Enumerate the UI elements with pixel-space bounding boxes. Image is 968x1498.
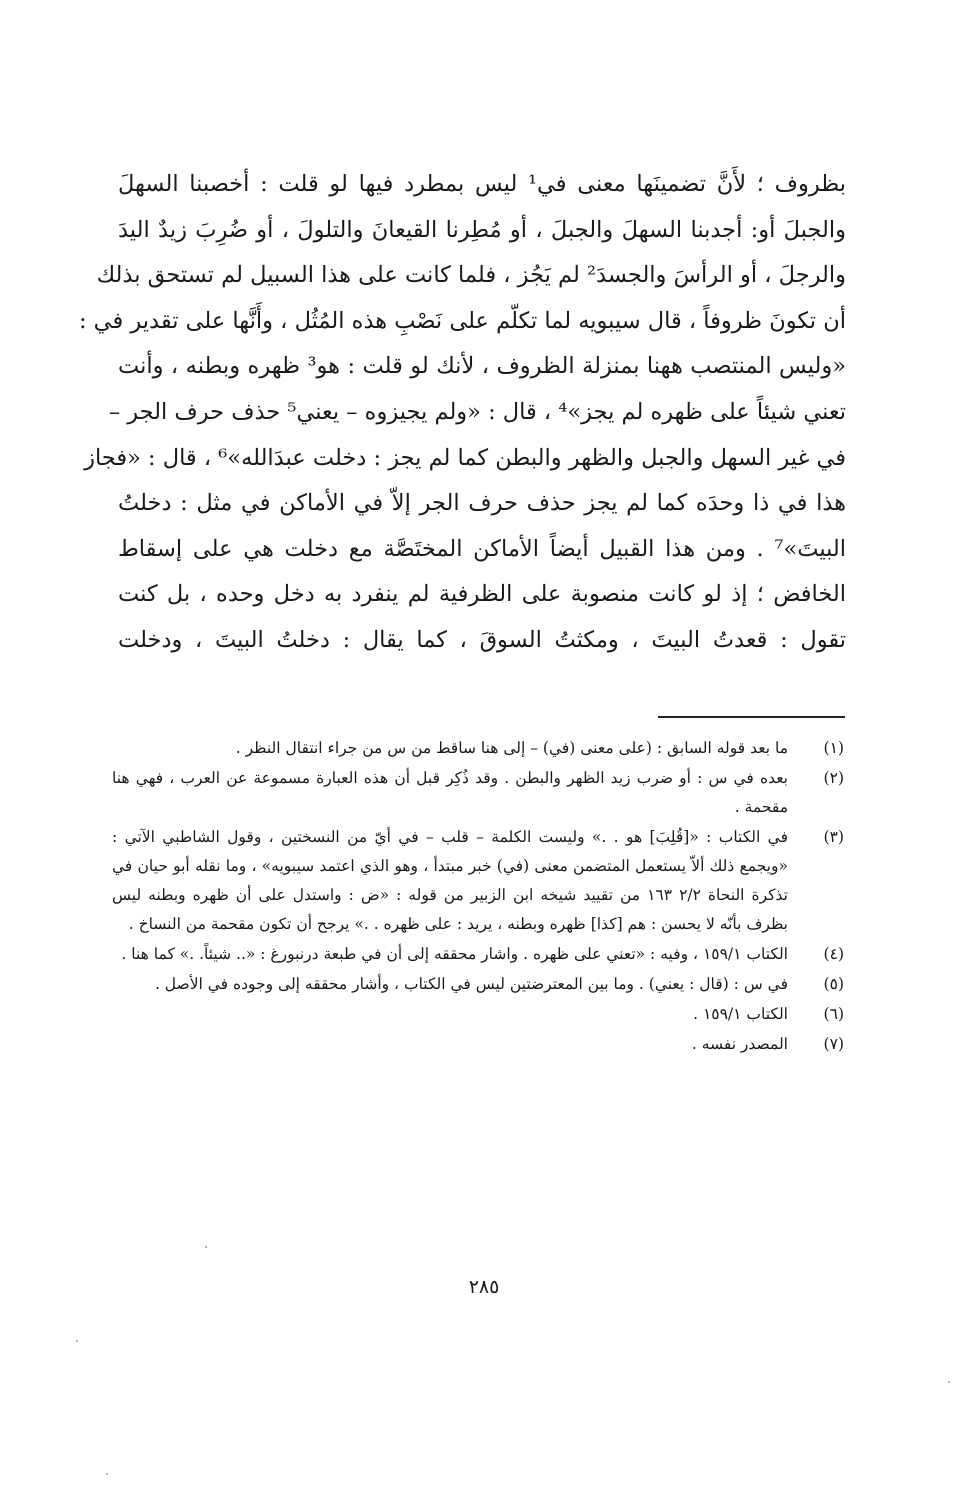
scan-speck [205,1246,207,1248]
footnote-text: بعده في س : أو ضرب زيد الظهر والبطن . وقد ذُكِر قبل أن هذه العبارة مسموعة عن العرب ، فهي هنا مقحمة . [112,769,788,816]
footnote-item [112,764,848,822]
footnote-item [112,823,848,939]
footnotes-block [112,734,848,1060]
scan-speck [948,1381,950,1383]
footnote-number: (٥) [823,975,844,993]
footnote-item [112,970,848,999]
footnote-item [112,1000,848,1029]
footnote-item [112,1030,848,1059]
footnote-text: المصدر نفسه . [691,1035,788,1053]
footnote-text: ما بعد قوله السابق : (على معنى (في) – إلى هنا ساقط من س من جراء انتقال النظر . [235,739,788,757]
main-text-line: بظروف ؛ لأَنَّ تضمينَها معنى في¹ ليس بمطرد فيها لو قلت : أخصبنا السهلَ [118,171,846,197]
main-text-line: والرجلَ ، أو الرأسَ والجسدَ² لم يَجُز ، فلما كانت على هذا السبيل لم تستحق بذلك [96,262,846,289]
footnote-number: (٤) [823,945,844,963]
scan-speck [76,1340,78,1342]
main-text-line: أن تكونَ ظروفاً ، قال سيبويه لما تكلّم على نَصْبِ هذه المُثُل ، وأَنَّها على تقدير في : [78,307,846,334]
main-text-line: البيتَ»⁷ . ومن هذا القبيل أيضاً الأماكن المختَصَّة مع دخلت هي على إسقاط [118,535,846,562]
main-text-line: تقول : قعدتُ البيتَ ، ومكثتُ السوقَ ، كما يقال : دخلتُ البيتَ ، ودخلت [118,626,846,653]
footnote-text: الكتاب ١٥٩/١ . [693,1005,788,1023]
page-number: ٢٨٥ [468,1276,500,1298]
footnote-number: (٣) [823,828,844,846]
footnote-item [112,940,848,969]
main-text-line: والجبلَ أو: أجدبنا السهلَ والجبلَ ، أو مُطِرنا القيعانَ والتلولَ ، أو ضُرِبَ زيدٌ اليدَ [118,216,846,243]
footnote-item [112,734,848,763]
main-text-line: هذا في ذا وحدَه كما لم يجز حذف حرف الجر إلاّ في الأماكن في مثل : دخلتُ [118,490,846,517]
footnote-text: في الكتاب : «[قُلِبَ] هو . .» وليست الكلمة – قلب – في أيّ من النسختين ، وقول الشاطبي الآتي : «ويجمع ذلك ألاّ يستعمل المتضمن معنى (في) خبر مبتدأ ، وهو الذي اعتمد سيبويه» ، وما نقله أبو حيان في تذكرة النحاة ٢/٢ ١٦٣ من تقييد شيخه ابن الزبير من قوله : «ض : واستدل على أن ظهره وبطنه ليس بظرف بأنّه لا يحسن : هم [كذا] ظهره وبطنه ، يريد : على ظهره . .» يرجح أن تكون مقحمة من النساخ . [112,828,788,933]
main-text-line: «وليس المنتصب ههنا بمنزلة الظروف ، لأنك لو قلت : هو³ ظهره وبطنه ، وأنت [118,353,846,380]
main-text-line: تعني شيئاً على ظهره لم يجز»⁴ ، قال : «ولم يجيزوه – يعني⁵ حذف حرف الجر – [108,398,846,425]
footnote-text: الكتاب ١٥٩/١ ، وفيه : «تعني على ظهره . واشار محققه إلى أن في طبعة درنبورغ : «.. شيئاً. .» كما هنا . [121,945,788,963]
main-text-line: الخافض ؛ إذ لو كانت منصوبة على الظرفية لم ينفرد به دخل وحده ، بل كنت [118,581,846,608]
footnote-text: في س : (قال : يعني) . وما بين المعترضتين ليس في الكتاب ، وأشار محققه إلى وجوده في الأصل . [154,975,788,993]
footnote-number: (١) [823,739,844,757]
footnote-number: (٦) [823,1005,844,1023]
footnote-number: (٢) [823,769,844,787]
main-text-block [78,162,846,664]
footnote-number: (٧) [823,1035,844,1053]
scan-speck [106,1473,108,1475]
main-text-line: في غير السهل والجبل والظهر والبطن كما لم يجز : دخلت عبدَالله»⁶ ، قال : «فجاز [84,444,846,471]
footnote-divider [658,716,845,718]
